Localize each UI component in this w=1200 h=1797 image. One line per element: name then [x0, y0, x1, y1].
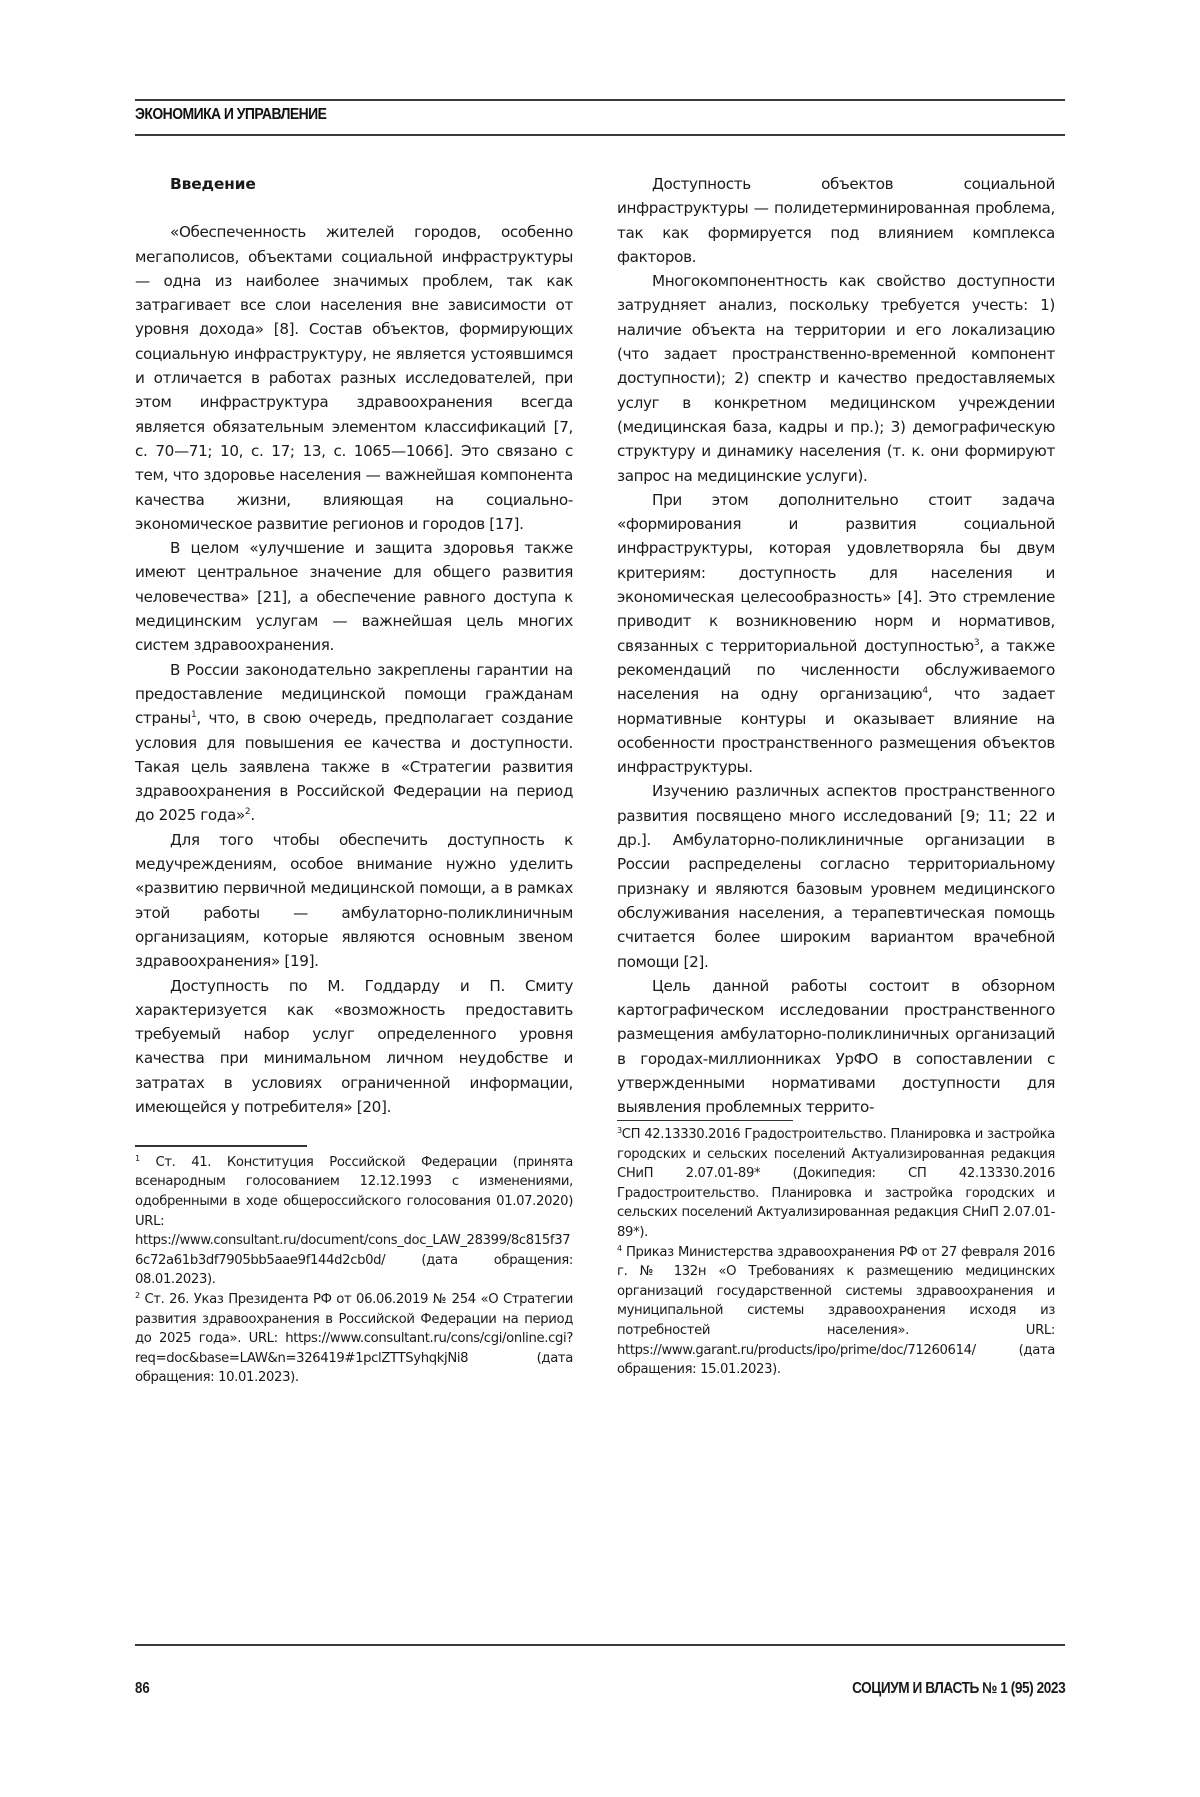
- footnote: [135, 1290, 573, 1388]
- footnote-ref[interactable]: 1: [190, 710, 197, 721]
- footnote-number: 3: [617, 1126, 622, 1136]
- paragraph-text: При этом дополнительно стоит задача «формирования и развития социальной инфраструктуры, которая удовлетворяла бы двум критериям: доступность для населения и экономическая целесообразность» [4]. Это стремление приводит к возникновению норм и нормативов, связанных с территориальной доступностью: [617, 490, 1055, 655]
- footnote-ref[interactable]: 4: [922, 686, 928, 697]
- footnotes-right: [617, 1125, 1055, 1380]
- footnote-text: СП 42.13330.2016 Градостроительство. Планировка и застройка городских и сельских поселений Актуализированная редакция СНиП 2.07.01-89* (Докипедия: СП 42.13330.2016 Градостроительство. Планировка и застройка городских и сельских поселений Актуализированная редакция СНиП 2.07.01-89*).: [617, 1127, 1055, 1241]
- footnote-number: 2: [135, 1290, 140, 1300]
- paragraph: Изучению различных аспектов пространственного развития посвящено много исследований [9; 11; 22 и др.]. Амбулаторно-поликлиничные организации в России распределены согласно территориальному признаку и являются базовым уровнем медицинского обслуживания населения, а терапевтическая помощь считается более широким вариантом врачебной помощи [2].: [617, 782, 1055, 971]
- footnote: [617, 1125, 1055, 1243]
- footnote-number: 1: [135, 1153, 140, 1163]
- paragraph: Для того чтобы обеспечить доступность к медучреждениям, особое внимание нужно уделить «развитию первичной медицинской помощи, а в рамках этой работы — амбулаторно-поликлиничным организациям, которые являются основным звеном здравоохранения» [19].: [135, 830, 573, 971]
- header-top-rule: [135, 99, 1065, 101]
- footer-rule: [135, 1644, 1065, 1646]
- paragraph-text: .: [250, 806, 255, 825]
- footnote-ref[interactable]: 3: [973, 637, 980, 648]
- footnote-divider: [617, 1120, 793, 1122]
- right-column: [617, 172, 1055, 1380]
- paragraph: [135, 658, 573, 828]
- paragraph-text: В России законодательно закреплены гарантии на предоставление медицинской помощи гражданам страны: [135, 660, 573, 728]
- journal-title: СОЦИУМ И ВЛАСТЬ № 1 (95) 2023: [851, 1680, 1065, 1697]
- paragraph: [617, 488, 1055, 780]
- footnote-divider: [135, 1145, 307, 1147]
- footnote-ref[interactable]: 2: [244, 807, 251, 818]
- footnotes-left: [135, 1153, 573, 1388]
- footnote-text: Ст. 41. Конституция Российской Федерации (принята всенародным голосованием 12.12.1993 с изменениями, одобренными в ходе общероссийского голосования 01.07.2020) URL: https://www.consultant.ru/document/cons_doc_LAW_28399/8c815f376c72a61b3df7905bb5aae9f144d2cb0d/ (дата обращения: 08.01.2023).: [135, 1154, 574, 1288]
- left-column: [135, 172, 573, 1388]
- paragraph: В целом «улучшение и защита здоровья также имеют центральное значение для общего развития человечества» [21], а обеспечение равного доступа к медицинским услугам — важнейшая цель многих систем здравоохранения.: [135, 539, 573, 655]
- footnote-text: Ст. 26. Указ Президента РФ от 06.06.2019 № 254 «О Стратегии развития здравоохранения в Российской Федерации на период до 2025 года». URL: https://www.consultant.ru/cons/cgi/online.cgi?req=doc&base=LAW&n=326419#1pclZTTSyhqkjNi8 (дата обращения: 10.01.2023).: [135, 1291, 574, 1386]
- paragraph: Многокомпонентность как свойство доступности затрудняет анализ, поскольку требуется учесть: 1) наличие объекта на территории и его локализацию (что задает пространственно-временной компонент доступности); 2) спектр и качество предоставляемых услуг в конкретном медицинском учреждении (медицинская база, кадры и пр.); 3) демографическую структуру и динамику населения (т. к. они формируют запрос на медицинские услуги).: [617, 272, 1055, 485]
- paragraph-text: , что задает нормативные контуры и оказывает влияние на особенности пространственного размещения объектов инфраструктуры.: [617, 685, 1056, 777]
- header-bottom-rule: [135, 134, 1065, 136]
- footnote: [135, 1153, 573, 1290]
- paragraph-text: , что, в свою очередь, предполагает создание условия для повышения ее качества и доступности. Такая цель заявлена также в «Стратегии развития здравоохранения в Российской Федерации на период до 2025 года»: [135, 709, 573, 825]
- page-number: 86: [135, 1680, 150, 1697]
- paragraph: Доступность объектов социальной инфраструктуры — полидетерминированная проблема, так как формируется под влиянием комплекса факторов.: [617, 175, 1055, 266]
- paragraph-text: , а также рекомендаций по численности обслуживаемого населения на одну организацию: [617, 636, 1055, 704]
- footnote-number: 4: [617, 1243, 622, 1253]
- footnote: [617, 1243, 1055, 1380]
- section-heading: Введение: [170, 175, 256, 193]
- footnote-text: Приказ Министерства здравоохранения РФ от 27 февраля 2016 г. № 132н «О Требованиях к размещению медицинских организаций государственной системы здравоохранения и муниципальной системы здравоохранения исходя из потребностей населения». URL: https://www.garant.ru/products/ipo/prime/doc/71260614/ (дата обращения: 15.01.2023).: [617, 1244, 1056, 1378]
- running-header-section: ЭКОНОМИКА И УПРАВЛЕНИЕ: [135, 106, 327, 123]
- paragraph: Цель данной работы состоит в обзорном картографическом исследовании пространственного размещения амбулаторно-поликлиничных организаций в городах-миллионниках УрФО в сопоставлении с утвержденными нормативами доступности для выявления проблемных террито-: [617, 976, 1055, 1117]
- paragraph: «Обеспеченность жителей городов, особенно мегаполисов, объектами социальной инфраструктуры — одна из наиболее значимых проблем, так как затрагивает все слои населения вне зависимости от уровня дохода» [8]. Состав объектов, формирующих социальную инфраструктуру, не является устоявшимся и отличается в работах разных исследователей, при этом инфраструктура здравоохранения всегда является обязательным элементом классификаций [7, с. 70—71; 10, с. 17; 13, с. 1065—1066]. Это связано с тем, что здоровье населения — важнейшая компонента качества жизни, влияющая на социально-экономическое развитие регионов и городов [17].: [135, 223, 573, 533]
- paragraph: Доступность по М. Годдарду и П. Смиту характеризуется как «возможность предоставить требуемый набор услуг определенного уровня качества при минимальном личном неудобстве и затратах в условиях ограниченной информации, имеющейся у потребителя» [20].: [135, 976, 573, 1116]
